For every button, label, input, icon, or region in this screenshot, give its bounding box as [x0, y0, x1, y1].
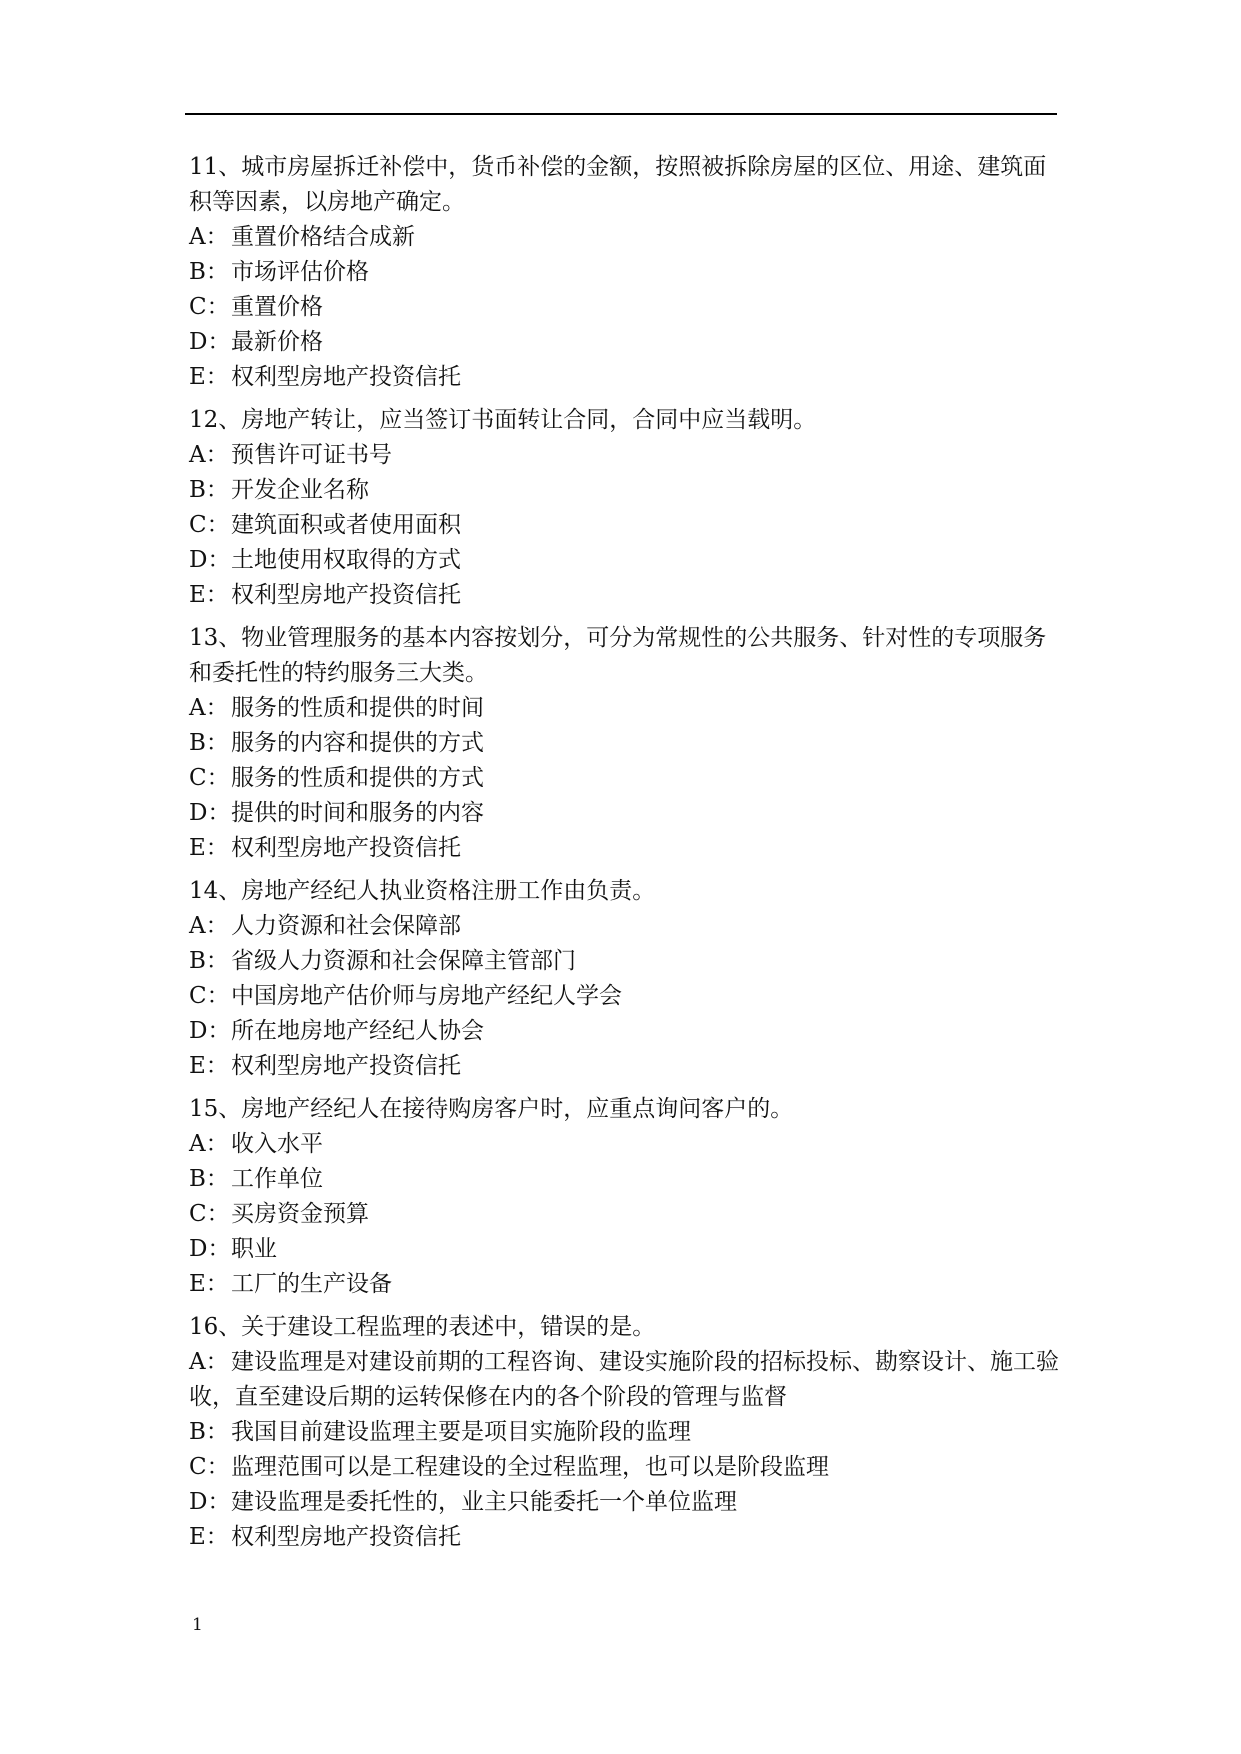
option-letter: D：: [189, 547, 231, 573]
option-c: [189, 979, 1069, 1014]
option-letter: B：: [189, 730, 229, 756]
option-letter: B：: [189, 1419, 229, 1445]
option-text: 我国目前建设监理主要是项目实施阶段的监理: [231, 1419, 691, 1445]
option-c: [189, 290, 1069, 325]
option-text: 建设监理是对建设前期的工程咨询、建设实施阶段的招标投标、勘察设计、施工验收，直至建设后期的运转保修在内的各个阶段的管理与监督: [189, 1349, 1059, 1410]
option-letter: E：: [189, 364, 229, 390]
option-text: 收入水平: [231, 1131, 323, 1157]
option-letter: E：: [189, 1271, 229, 1297]
option-text: 工厂的生产设备: [231, 1271, 392, 1297]
option-c: [189, 761, 1069, 796]
option-e: [189, 360, 1069, 395]
option-letter: A：: [189, 442, 229, 468]
option-letter: B：: [189, 259, 229, 285]
option-letter: A：: [189, 695, 229, 721]
option-a: [189, 909, 1069, 944]
option-d: [189, 1485, 1069, 1520]
option-c: [189, 1450, 1069, 1485]
option-letter: E：: [189, 582, 229, 608]
question-13: [189, 621, 1069, 866]
option-text: 工作单位: [231, 1166, 323, 1192]
option-text: 中国房地产估价师与房地产经纪人学会: [231, 983, 622, 1009]
option-text: 最新价格: [231, 329, 323, 355]
option-a: [189, 1345, 1069, 1415]
option-text: 所在地房地产经纪人协会: [231, 1018, 484, 1044]
option-a: [189, 1127, 1069, 1162]
option-text: 权利型房地产投资信托: [231, 582, 461, 608]
option-letter: A：: [189, 224, 229, 250]
option-letter: D：: [189, 800, 231, 826]
option-a: [189, 691, 1069, 726]
question-stem: 12、房地产转让，应当签订书面转让合同，合同中应当载明。: [189, 407, 817, 433]
option-text: 建设监理是委托性的，业主只能委托一个单位监理: [231, 1489, 737, 1515]
option-letter: B：: [189, 477, 229, 503]
question-stem: 11、城市房屋拆迁补偿中，货币补偿的金额，按照被拆除房屋的区位、用途、建筑面积等因素，以房地产确定。: [189, 154, 1047, 215]
question-stem: 15、房地产经纪人在接待购房客户时，应重点询问客户的。: [189, 1096, 794, 1122]
option-text: 服务的性质和提供的时间: [231, 695, 484, 721]
question-15: [189, 1092, 1069, 1302]
question-12: [189, 403, 1069, 613]
question-stem: 14、房地产经纪人执业资格注册工作由负责。: [189, 878, 656, 904]
option-letter: C：: [189, 1454, 230, 1480]
option-e: [189, 1520, 1069, 1555]
option-text: 市场评估价格: [231, 259, 369, 285]
question-14: [189, 874, 1069, 1084]
page-number: 1: [192, 1615, 203, 1635]
option-text: 服务的内容和提供的方式: [231, 730, 484, 756]
option-text: 人力资源和社会保障部: [231, 913, 461, 939]
option-text: 预售许可证书号: [231, 442, 392, 468]
option-b: [189, 1162, 1069, 1197]
option-c: [189, 508, 1069, 543]
option-text: 权利型房地产投资信托: [231, 1524, 461, 1550]
option-text: 买房资金预算: [231, 1201, 369, 1227]
option-letter: E：: [189, 1053, 229, 1079]
option-text: 服务的性质和提供的方式: [231, 765, 484, 791]
option-text: 重置价格结合成新: [231, 224, 415, 250]
option-text: 土地使用权取得的方式: [231, 547, 461, 573]
option-letter: D：: [189, 329, 231, 355]
option-a: [189, 438, 1069, 473]
option-letter: A：: [189, 913, 229, 939]
option-b: [189, 944, 1069, 979]
option-e: [189, 1049, 1069, 1084]
option-text: 建筑面积或者使用面积: [231, 512, 461, 538]
option-d: [189, 796, 1069, 831]
option-letter: C：: [189, 765, 230, 791]
header-rule: [185, 113, 1057, 115]
option-text: 监理范围可以是工程建设的全过程监理，也可以是阶段监理: [231, 1454, 829, 1480]
option-d: [189, 543, 1069, 578]
option-e: [189, 831, 1069, 866]
option-letter: E：: [189, 835, 229, 861]
option-letter: A：: [189, 1131, 229, 1157]
option-text: 省级人力资源和社会保障主管部门: [231, 948, 576, 974]
option-c: [189, 1197, 1069, 1232]
option-text: 职业: [231, 1236, 277, 1262]
option-text: 开发企业名称: [231, 477, 369, 503]
option-letter: B：: [189, 1166, 229, 1192]
question-stem: 13、物业管理服务的基本内容按划分，可分为常规性的公共服务、针对性的专项服务和委托性的特约服务三大类。: [189, 625, 1047, 686]
option-letter: D：: [189, 1489, 231, 1515]
option-letter: C：: [189, 983, 230, 1009]
option-b: [189, 1415, 1069, 1450]
question-11: [189, 150, 1069, 395]
option-b: [189, 473, 1069, 508]
option-text: 权利型房地产投资信托: [231, 835, 461, 861]
question-16: [189, 1310, 1069, 1555]
option-text: 提供的时间和服务的内容: [231, 800, 484, 826]
option-d: [189, 1014, 1069, 1049]
option-letter: D：: [189, 1236, 231, 1262]
question-stem: 16、关于建设工程监理的表述中，错误的是。: [189, 1314, 656, 1340]
option-e: [189, 1267, 1069, 1302]
option-a: [189, 220, 1069, 255]
option-letter: C：: [189, 1201, 230, 1227]
option-text: 权利型房地产投资信托: [231, 364, 461, 390]
option-letter: C：: [189, 512, 230, 538]
option-letter: C：: [189, 294, 230, 320]
option-d: [189, 1232, 1069, 1267]
option-letter: B：: [189, 948, 229, 974]
option-e: [189, 578, 1069, 613]
option-b: [189, 255, 1069, 290]
option-b: [189, 726, 1069, 761]
option-text: 权利型房地产投资信托: [231, 1053, 461, 1079]
option-d: [189, 325, 1069, 360]
option-text: 重置价格: [231, 294, 323, 320]
option-letter: D：: [189, 1018, 231, 1044]
question-list: [189, 150, 1069, 1563]
option-letter: E：: [189, 1524, 229, 1550]
option-letter: A：: [189, 1349, 229, 1375]
